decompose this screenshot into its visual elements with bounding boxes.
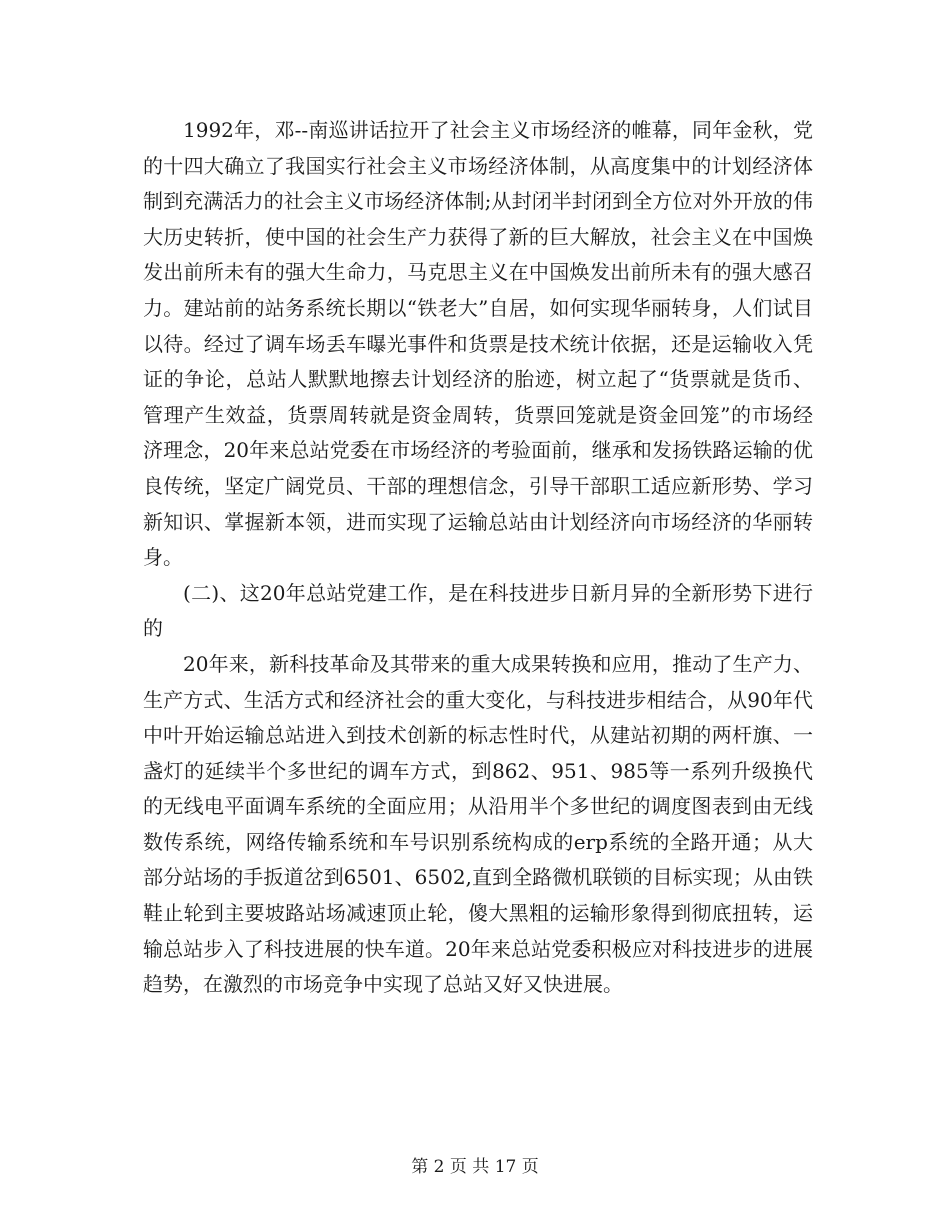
section-heading-tech-progress: (二)、这20年总站党建工作，是在科技进步日新月异的全新形势下进行的 (143, 580, 813, 641)
page-number-footer: 第 2 页 共 17 页 (411, 1157, 539, 1177)
paragraph-tech-progress: 20年来，新科技革命及其带来的重大成果转换和应用，推动了生产力、生产方式、生活方式和经济社会的重大变化，与科技进步相结合，从90年代中叶开始运输总站进入到技术创新的标志性时代，从建站初期的两杆旗、一盏灯的延续半个多世纪的调车方式，到862、951、985等一系列升级换代的无线电平面调车系统的全面应用；从沿用半个多世纪的调度图表到由无线数传系统，网络传输系统和车号识别系统构成的erp系统的全路开通；从大部分站场的手扳道岔到6501、6502,直到全路微机联锁的目标实现；从由铁鞋止轮到主要坡路站场减速顶止轮，傻大黑粗的运输形象得到彻底扭转，运输总站步入了科技进展的快车道。20年来总站党委积极应对科技进步的进展趋势，在激烈的市场竞争中实现了总站又好又快进展。 (143, 651, 813, 997)
paragraph-market-economy: 1992年，邓--南巡讲话拉开了社会主义市场经济的帷幕，同年金秋，党的十四大确立了我国实行社会主义市场经济体制，从高度集中的计划经济体制到充满活力的社会主义市场经济体制;从封闭半封闭到全方位对外开放的伟大历史转折，使中国的社会生产力获得了新的巨大解放，社会主义在中国焕发出前所未有的强大生命力，马克思主义在中国焕发出前所未有的强大感召力。建站前的站务系统长期以“铁老大”自居，如何实现华丽转身，人们试目以待。经过了调车场丢车曝光事件和货票是技术统计依据，还是运输收入凭证的争论，总站人默默地擦去计划经济的胎迹，树立起了“货票就是货币、管理产生效益，货票周转就是资金周转，货票回笼就是资金回笼”的市场经济理念，20年来总站党委在市场经济的考验面前，继承和发扬铁路运输的优良传统，坚定广阔党员、干部的理想信念，引导干部职工适应新形势、学习新知识、掌握新本领，进而实现了运输总站由计划经济向市场经济的华丽转身。 (143, 118, 813, 570)
document-body (143, 113, 813, 1003)
